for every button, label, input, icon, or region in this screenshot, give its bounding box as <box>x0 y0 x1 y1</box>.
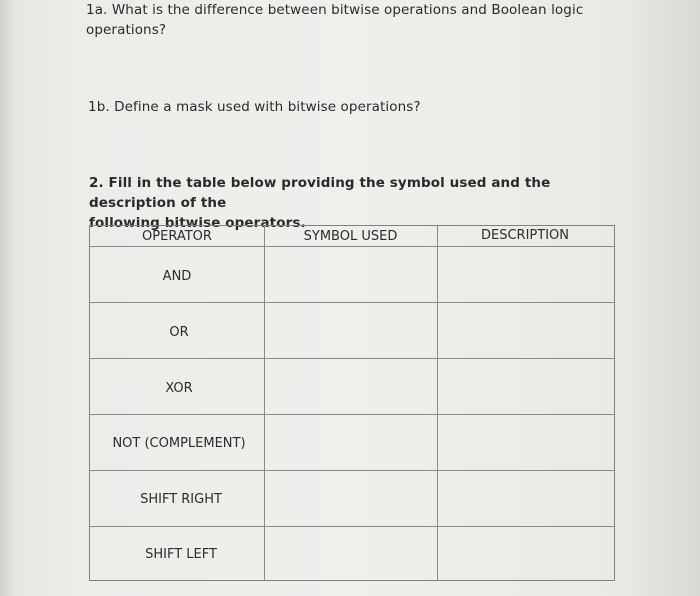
question-2-line-2: following bitwise operators. <box>89 215 306 231</box>
operator-or: OR <box>169 325 189 340</box>
operators-table <box>89 225 615 581</box>
row-divider <box>90 526 614 527</box>
question-2-line-1: 2. Fill in the table below providing the symbol used and the description of the <box>89 175 551 211</box>
operator-shift-left: SHIFT LEFT <box>145 547 217 562</box>
operator-not-complement: NOT (COMPLEMENT) <box>112 436 246 451</box>
row-divider <box>90 358 614 359</box>
header-operator: OPERATOR <box>142 229 212 244</box>
question-1a-line-2: operations? <box>86 22 167 38</box>
operator-shift-right: SHIFT RIGHT <box>140 492 222 507</box>
row-divider <box>90 246 614 247</box>
question-1a-line-1: 1a. What is the difference between bitwise operations and Boolean logic <box>86 2 584 18</box>
header-description: DESCRIPTION <box>481 228 569 243</box>
header-symbol-used: SYMBOL USED <box>303 229 398 244</box>
symbol-cell-and <box>266 248 436 301</box>
operator-xor: XOR <box>165 381 193 396</box>
question-1a <box>86 0 606 40</box>
row-divider <box>90 470 614 471</box>
description-cell-and <box>439 248 613 301</box>
row-divider <box>90 414 614 415</box>
row-divider <box>90 302 614 303</box>
question-2 <box>89 173 629 233</box>
question-1b: 1b. Define a mask used with bitwise operations? <box>88 99 421 115</box>
operator-and: AND <box>162 269 192 284</box>
